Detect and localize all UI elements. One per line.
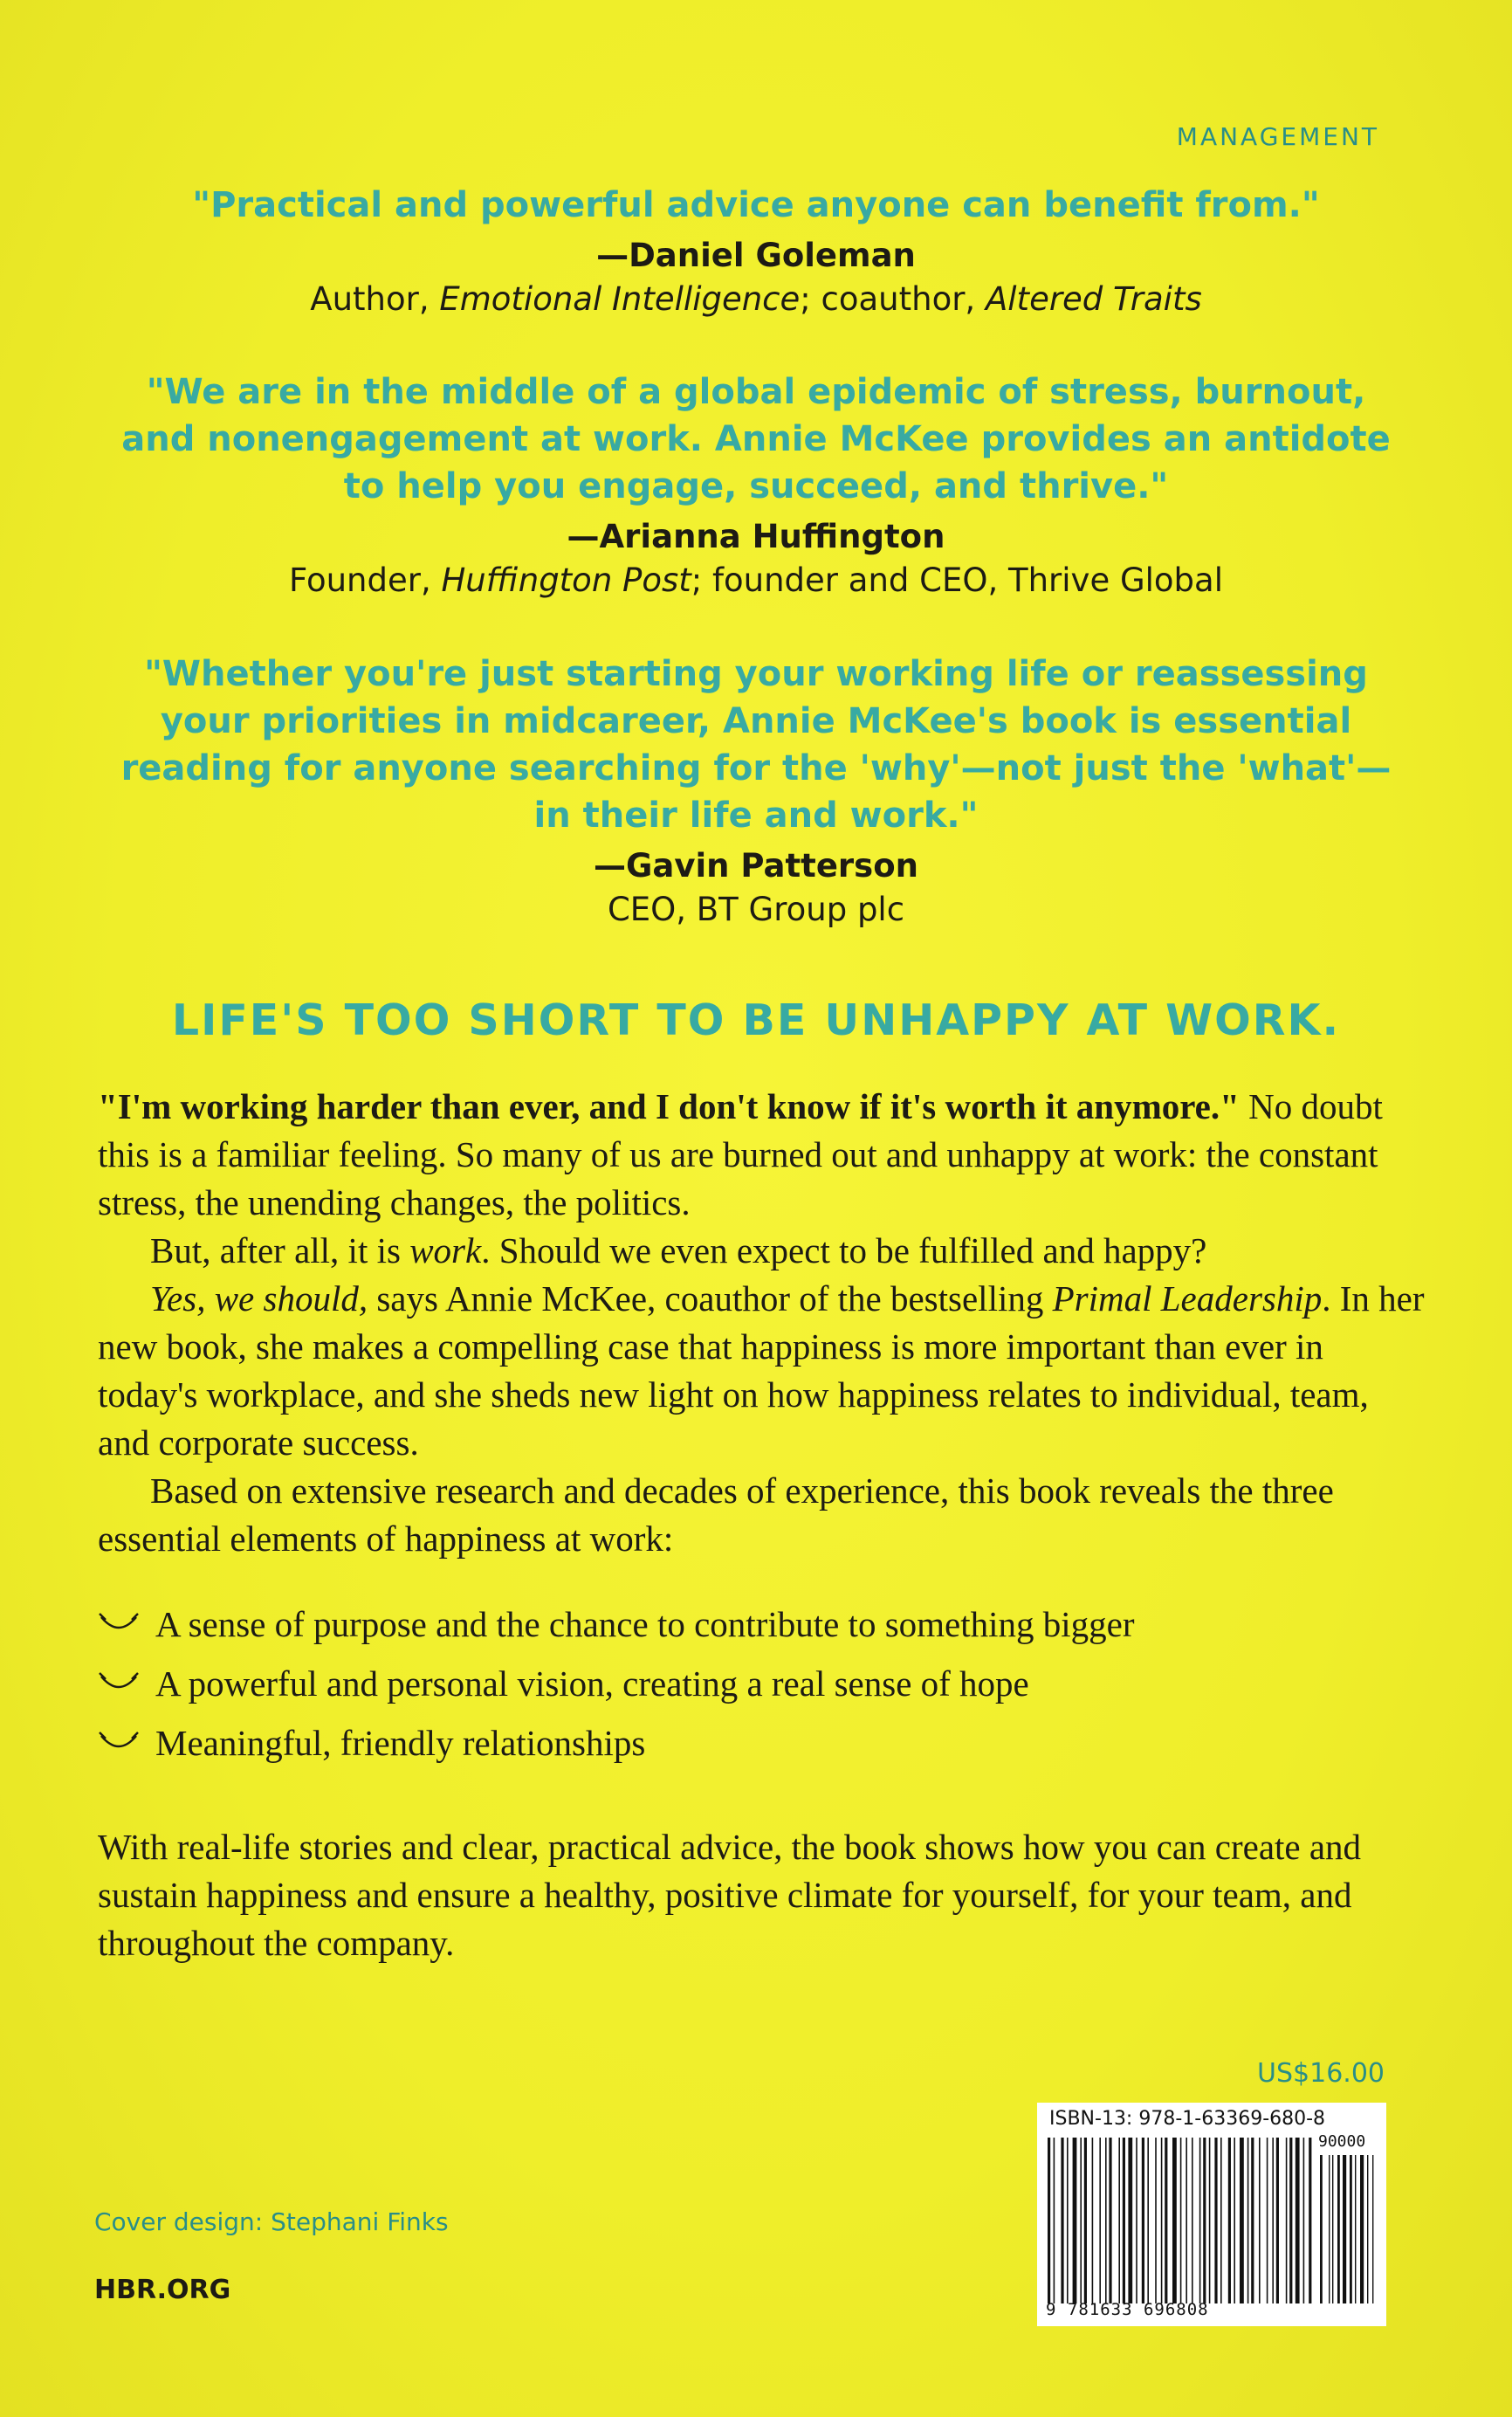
barcode-bars bbox=[1048, 2138, 1379, 2303]
list-item-text: A powerful and personal vision, creating a real sense of hope bbox=[155, 1663, 1029, 1704]
smile-icon bbox=[98, 1671, 140, 1696]
headline: LIFE'S TOO SHORT TO BE UNHAPPY AT WORK. bbox=[171, 995, 1341, 1045]
endorsement-role: Author, Emotional Intelligence; coauthor, Altered Traits bbox=[310, 280, 1202, 318]
list-item bbox=[98, 1713, 1407, 1773]
list-item-text: Meaningful, friendly relationships bbox=[155, 1723, 646, 1763]
description-paragraph: "I'm working harder than ever, and I don't know if it's worth it anymore." No doubt this is a familiar feeling. So many of us are burned out and unhappy at work: the constant stress, the unending changes, the politics. bbox=[98, 1086, 1383, 1222]
smile-icon bbox=[98, 1612, 140, 1636]
endorsement-goleman bbox=[105, 182, 1407, 321]
publisher-site: HBR.ORG bbox=[94, 2275, 231, 2305]
description-paragraph: But, after all, it is work. Should we even expect to be fulfilled and happy? bbox=[150, 1230, 1207, 1270]
barcode-addon-digits: 90000 bbox=[1318, 2132, 1366, 2151]
endorsement-role: Founder, Huffington Post; founder and CEO, Thrive Global bbox=[288, 561, 1224, 599]
endorsement-name: —Daniel Goleman bbox=[596, 237, 916, 274]
list-item bbox=[98, 1654, 1407, 1713]
endorsement-name: —Arianna Huffington bbox=[567, 518, 945, 555]
endorsement-huffington bbox=[105, 368, 1407, 603]
barcode-digits: 9 781633 696808 bbox=[1046, 2300, 1209, 2319]
description-paragraph: Based on extensive research and decades of experience, this book reveals the three essential elements of happiness at work: bbox=[98, 1470, 1334, 1559]
price: US$16.00 bbox=[1257, 2058, 1385, 2089]
endorsement-name: —Gavin Patterson bbox=[594, 847, 918, 885]
list-item bbox=[98, 1594, 1407, 1654]
endorsement-patterson bbox=[105, 651, 1407, 932]
category-label: MANAGEMENT bbox=[1176, 122, 1379, 151]
cover-design-credit: Cover design: Stephani Finks bbox=[94, 2207, 449, 2236]
endorsement-quote: "Whether you're just starting your working life or reassessing your priorities in midcareer, Annie McKee's book is essential reading for anyone searching for the 'why'—not just the 'what'— in their life and work." bbox=[120, 654, 1392, 836]
smile-icon bbox=[98, 1731, 140, 1755]
closing-paragraph bbox=[98, 1823, 1425, 1967]
endorsement-role: CEO, BT Group plc bbox=[607, 891, 905, 928]
isbn-barcode bbox=[1037, 2103, 1386, 2326]
description bbox=[98, 1083, 1425, 1563]
description-paragraph: Yes, we should, says Annie McKee, coauthor of the bestselling Primal Leadership. In her new book, she makes a compelling case that happiness is more important than ever in today's workplace, and she sheds new light on how happiness relates to individual, team, and corporate success. bbox=[98, 1278, 1425, 1463]
endorsement-quote: "Practical and powerful advice anyone can benefit from." bbox=[192, 185, 1320, 225]
closing-text: With real-life stories and clear, practical advice, the book shows how you can create and sustain happiness and ensure a healthy, positive climate for yourself, for your team, and throughout the company. bbox=[98, 1827, 1362, 1963]
list-item-text: A sense of purpose and the chance to contribute to something bigger bbox=[155, 1604, 1135, 1644]
isbn-number: ISBN-13: 978-1-63369-680-8 bbox=[1049, 2108, 1326, 2130]
happiness-elements-list bbox=[98, 1594, 1407, 1773]
endorsement-quote: "We are in the middle of a global epidemic of stress, burnout, and nonengagement at work. Annie McKee provides an antidote to help you engage, succeed, and thrive." bbox=[121, 372, 1391, 506]
